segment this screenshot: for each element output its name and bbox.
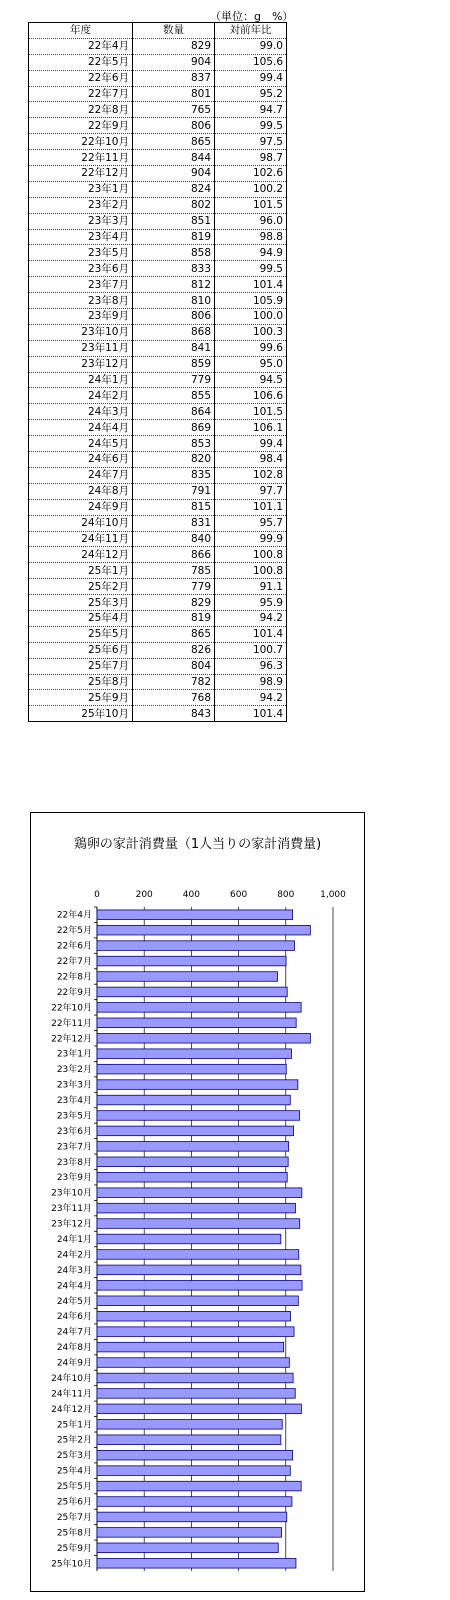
cell-quantity: 819 — [133, 229, 215, 245]
cell-quantity: 853 — [133, 436, 215, 452]
cell-quantity: 824 — [133, 181, 215, 197]
table-row — [29, 626, 287, 642]
cell-year: 24年6月 — [29, 452, 133, 468]
cell-quantity: 904 — [133, 54, 215, 70]
bar — [97, 1203, 295, 1213]
bar — [97, 1389, 295, 1399]
cell-year: 22年8月 — [29, 102, 133, 118]
cell-year: 24年7月 — [29, 467, 133, 483]
bar-chart — [31, 813, 364, 1591]
bar — [97, 941, 295, 951]
y-category-label: 24年8月 — [56, 1343, 92, 1354]
table-body — [29, 38, 287, 721]
cell-yoy: 100.2 — [215, 181, 287, 197]
y-category-label: 24年1月 — [56, 1235, 92, 1245]
cell-year: 24年8月 — [29, 483, 133, 499]
cell-yoy: 101.5 — [215, 404, 287, 420]
bar — [97, 1033, 310, 1043]
table-row — [29, 293, 287, 309]
cell-yoy: 100.8 — [215, 563, 287, 579]
cell-yoy: 101.4 — [215, 626, 287, 642]
y-category-label: 23年8月 — [56, 1157, 92, 1168]
cell-year: 23年4月 — [29, 229, 133, 245]
cell-year: 22年5月 — [29, 54, 133, 70]
cell-year: 23年5月 — [29, 245, 133, 261]
cell-yoy: 99.4 — [215, 70, 287, 86]
cell-year: 25年8月 — [29, 674, 133, 690]
cell-year: 25年4月 — [29, 610, 133, 626]
cell-yoy: 101.1 — [215, 499, 287, 515]
cell-yoy: 95.9 — [215, 595, 287, 611]
bar — [97, 1466, 290, 1476]
cell-quantity: 844 — [133, 150, 215, 166]
cell-quantity: 801 — [133, 86, 215, 102]
cell-quantity: 782 — [133, 674, 215, 690]
y-category-label: 22年8月 — [56, 972, 92, 983]
cell-quantity: 812 — [133, 277, 215, 293]
cell-yoy: 97.5 — [215, 134, 287, 150]
table-row — [29, 658, 287, 674]
cell-yoy: 99.0 — [215, 38, 287, 54]
cell-year: 23年9月 — [29, 309, 133, 325]
bar — [97, 1080, 298, 1090]
table-row — [29, 579, 287, 595]
y-category-label: 23年5月 — [56, 1111, 92, 1122]
table-row — [29, 197, 287, 213]
bar — [97, 1558, 296, 1568]
cell-quantity: 779 — [133, 372, 215, 388]
cell-year: 25年3月 — [29, 595, 133, 611]
cell-yoy: 101.4 — [215, 277, 287, 293]
cell-quantity: 841 — [133, 340, 215, 356]
cell-year: 23年1月 — [29, 181, 133, 197]
cell-yoy: 98.9 — [215, 674, 287, 690]
cell-yoy: 100.7 — [215, 642, 287, 658]
table-row — [29, 70, 287, 86]
y-category-label: 23年10月 — [51, 1188, 92, 1199]
cell-year: 24年9月 — [29, 499, 133, 515]
table-row — [29, 54, 287, 70]
cell-yoy: 96.0 — [215, 213, 287, 229]
cell-yoy: 102.6 — [215, 166, 287, 182]
y-category-label: 22年11月 — [51, 1018, 92, 1029]
table-row — [29, 642, 287, 658]
cell-quantity: 820 — [133, 452, 215, 468]
table-row — [29, 213, 287, 229]
table-row — [29, 86, 287, 102]
cell-quantity: 819 — [133, 610, 215, 626]
table-row — [29, 706, 287, 722]
table-row — [29, 499, 287, 515]
table-row — [29, 134, 287, 150]
cell-yoy: 94.5 — [215, 372, 287, 388]
cell-quantity: 806 — [133, 118, 215, 134]
cell-year: 25年10月 — [29, 706, 133, 722]
cell-year: 24年1月 — [29, 372, 133, 388]
y-category-label: 23年9月 — [56, 1173, 92, 1184]
cell-year: 23年6月 — [29, 261, 133, 277]
bar — [97, 1064, 286, 1074]
y-category-label: 24年4月 — [56, 1281, 92, 1292]
y-category-label: 25年6月 — [56, 1497, 92, 1508]
table-row — [29, 118, 287, 134]
cell-yoy: 101.4 — [215, 706, 287, 722]
cell-yoy: 96.3 — [215, 658, 287, 674]
cell-yoy: 101.5 — [215, 197, 287, 213]
cell-quantity: 804 — [133, 658, 215, 674]
header-quantity: 数量 — [133, 23, 215, 39]
cell-quantity: 785 — [133, 563, 215, 579]
table-row — [29, 309, 287, 325]
x-tick-label: 400 — [182, 890, 200, 900]
y-category-label: 25年1月 — [56, 1420, 92, 1431]
cell-yoy: 94.9 — [215, 245, 287, 261]
bar — [97, 1188, 302, 1198]
cell-yoy: 95.2 — [215, 86, 287, 102]
cell-quantity: 810 — [133, 293, 215, 309]
y-category-label: 25年7月 — [56, 1512, 92, 1523]
table-row — [29, 340, 287, 356]
cell-yoy: 105.6 — [215, 54, 287, 70]
cell-year: 23年8月 — [29, 293, 133, 309]
y-category-label: 25年10月 — [51, 1559, 92, 1570]
y-category-label: 23年4月 — [56, 1096, 92, 1107]
table-row — [29, 547, 287, 563]
cell-quantity: 831 — [133, 515, 215, 531]
y-category-label: 24年12月 — [51, 1404, 92, 1415]
y-category-label: 23年7月 — [56, 1142, 92, 1153]
table-row — [29, 515, 287, 531]
y-category-label: 22年4月 — [56, 910, 92, 921]
table-row — [29, 372, 287, 388]
cell-yoy: 94.2 — [215, 690, 287, 706]
cell-year: 24年5月 — [29, 436, 133, 452]
cell-quantity: 826 — [133, 642, 215, 658]
y-category-label: 24年10月 — [51, 1373, 92, 1384]
cell-yoy: 95.7 — [215, 515, 287, 531]
table-row — [29, 150, 287, 166]
y-category-label: 24年6月 — [56, 1312, 92, 1323]
table-row — [29, 610, 287, 626]
bar — [97, 1481, 301, 1491]
cell-year: 23年2月 — [29, 197, 133, 213]
cell-year: 22年12月 — [29, 166, 133, 182]
cell-quantity: 865 — [133, 626, 215, 642]
cell-quantity: 802 — [133, 197, 215, 213]
x-tick-label: 0 — [94, 890, 100, 900]
cell-yoy: 102.8 — [215, 467, 287, 483]
cell-quantity: 791 — [133, 483, 215, 499]
y-category-label: 24年3月 — [56, 1265, 92, 1276]
bar — [97, 1528, 282, 1538]
cell-year: 24年3月 — [29, 404, 133, 420]
table-row — [29, 166, 287, 182]
cell-quantity: 843 — [133, 706, 215, 722]
header-yoy: 対前年比 — [215, 23, 287, 39]
cell-yoy: 99.5 — [215, 118, 287, 134]
cell-yoy: 98.8 — [215, 229, 287, 245]
cell-yoy: 94.2 — [215, 610, 287, 626]
y-category-label: 25年8月 — [56, 1528, 92, 1539]
data-table — [28, 22, 287, 722]
y-category-label: 23年12月 — [51, 1219, 92, 1230]
cell-year: 23年12月 — [29, 356, 133, 372]
table-row — [29, 356, 287, 372]
cell-year: 23年3月 — [29, 213, 133, 229]
table-row — [29, 436, 287, 452]
y-category-label: 24年7月 — [56, 1327, 92, 1338]
y-category-label: 24年9月 — [56, 1358, 92, 1369]
bar — [97, 925, 310, 935]
bar — [97, 1049, 291, 1059]
bar — [97, 1404, 301, 1414]
cell-quantity: 835 — [133, 467, 215, 483]
bar — [97, 1435, 281, 1445]
cell-year: 23年7月 — [29, 277, 133, 293]
cell-yoy: 98.4 — [215, 452, 287, 468]
bar — [97, 956, 286, 966]
cell-year: 25年7月 — [29, 658, 133, 674]
cell-yoy: 91.1 — [215, 579, 287, 595]
cell-year: 22年10月 — [29, 134, 133, 150]
table-row — [29, 388, 287, 404]
bar — [97, 1172, 287, 1182]
y-category-label: 24年11月 — [51, 1389, 92, 1400]
table-row — [29, 420, 287, 436]
cell-quantity: 829 — [133, 38, 215, 54]
cell-quantity: 833 — [133, 261, 215, 277]
cell-year: 25年5月 — [29, 626, 133, 642]
y-category-label: 23年11月 — [51, 1204, 92, 1215]
cell-yoy: 105.9 — [215, 293, 287, 309]
table-row — [29, 483, 287, 499]
bar — [97, 1018, 296, 1028]
cell-yoy: 106.1 — [215, 420, 287, 436]
cell-year: 25年9月 — [29, 690, 133, 706]
table-row — [29, 245, 287, 261]
unit-note: （単位：g %） — [210, 10, 294, 23]
cell-year: 25年2月 — [29, 579, 133, 595]
bar — [97, 987, 287, 997]
cell-year: 25年1月 — [29, 563, 133, 579]
cell-quantity: 868 — [133, 324, 215, 340]
bar — [97, 1296, 298, 1306]
y-category-label: 25年2月 — [56, 1435, 92, 1446]
cell-yoy: 99.4 — [215, 436, 287, 452]
bar — [97, 1342, 284, 1352]
cell-year: 24年12月 — [29, 547, 133, 563]
cell-quantity: 829 — [133, 595, 215, 611]
bar — [97, 1219, 300, 1229]
x-tick-label: 200 — [135, 890, 153, 900]
cell-year: 25年6月 — [29, 642, 133, 658]
cell-quantity: 859 — [133, 356, 215, 372]
cell-year: 24年10月 — [29, 515, 133, 531]
table-row — [29, 181, 287, 197]
cell-year: 23年10月 — [29, 324, 133, 340]
y-category-label: 24年2月 — [56, 1250, 92, 1261]
bar — [97, 1450, 293, 1460]
table-row — [29, 404, 287, 420]
bar — [97, 1003, 301, 1013]
y-category-label: 22年9月 — [56, 987, 92, 998]
cell-yoy: 100.0 — [215, 309, 287, 325]
table-row — [29, 452, 287, 468]
bar — [97, 1358, 289, 1368]
cell-quantity: 840 — [133, 531, 215, 547]
cell-yoy: 97.7 — [215, 483, 287, 499]
bar — [97, 910, 293, 920]
cell-quantity: 765 — [133, 102, 215, 118]
table-row — [29, 324, 287, 340]
x-tick-label: 600 — [230, 890, 248, 900]
bar — [97, 1497, 292, 1507]
cell-year: 23年11月 — [29, 340, 133, 356]
bar — [97, 1281, 302, 1291]
chart-frame — [30, 812, 365, 1592]
table-row — [29, 690, 287, 706]
bar — [97, 1250, 299, 1260]
cell-year: 24年11月 — [29, 531, 133, 547]
cell-yoy: 99.6 — [215, 340, 287, 356]
bar — [97, 1234, 281, 1244]
cell-quantity: 837 — [133, 70, 215, 86]
bar — [97, 972, 278, 982]
table-row — [29, 261, 287, 277]
cell-year: 22年9月 — [29, 118, 133, 134]
cell-quantity: 851 — [133, 213, 215, 229]
bar — [97, 1142, 289, 1152]
cell-year: 24年2月 — [29, 388, 133, 404]
y-category-label: 23年6月 — [56, 1126, 92, 1137]
table-row — [29, 674, 287, 690]
table-row — [29, 102, 287, 118]
table-row — [29, 467, 287, 483]
chart-title: 鶏卵の家計消費量（1人当りの家計消費量) — [73, 837, 322, 852]
y-category-label: 23年2月 — [56, 1065, 92, 1076]
cell-yoy: 95.0 — [215, 356, 287, 372]
cell-quantity: 855 — [133, 388, 215, 404]
cell-yoy: 99.5 — [215, 261, 287, 277]
cell-yoy: 98.7 — [215, 150, 287, 166]
x-tick-label: 800 — [277, 890, 295, 900]
y-category-label: 23年1月 — [56, 1049, 92, 1060]
bar — [97, 1126, 294, 1136]
x-tick-label: 1,000 — [320, 890, 346, 900]
cell-quantity: 866 — [133, 547, 215, 563]
cell-year: 22年6月 — [29, 70, 133, 86]
bar — [97, 1420, 282, 1430]
bar — [97, 1265, 301, 1275]
cell-yoy: 106.6 — [215, 388, 287, 404]
bar — [97, 1311, 291, 1321]
cell-yoy: 99.9 — [215, 531, 287, 547]
cell-quantity: 815 — [133, 499, 215, 515]
table-row — [29, 531, 287, 547]
cell-quantity: 869 — [133, 420, 215, 436]
bar — [97, 1157, 288, 1167]
cell-yoy: 94.7 — [215, 102, 287, 118]
y-category-label: 23年3月 — [56, 1080, 92, 1091]
cell-year: 22年7月 — [29, 86, 133, 102]
cell-yoy: 100.8 — [215, 547, 287, 563]
bar — [97, 1095, 290, 1105]
y-category-label: 22年7月 — [56, 957, 92, 968]
y-category-label: 22年6月 — [56, 941, 92, 952]
table-row — [29, 563, 287, 579]
y-category-label: 24年5月 — [56, 1296, 92, 1307]
cell-quantity: 864 — [133, 404, 215, 420]
bar — [97, 1327, 294, 1337]
y-category-label: 22年12月 — [51, 1034, 92, 1045]
cell-quantity: 779 — [133, 579, 215, 595]
y-category-label: 22年5月 — [56, 926, 92, 937]
cell-yoy: 100.3 — [215, 324, 287, 340]
y-category-label: 25年3月 — [56, 1451, 92, 1462]
cell-quantity: 858 — [133, 245, 215, 261]
header-year: 年度 — [29, 23, 133, 39]
table-row — [29, 229, 287, 245]
bar — [97, 1111, 299, 1121]
bar — [97, 1512, 287, 1522]
table-row — [29, 595, 287, 611]
table-row — [29, 277, 287, 293]
cell-quantity: 904 — [133, 166, 215, 182]
cell-year: 22年4月 — [29, 38, 133, 54]
y-category-label: 25年4月 — [56, 1466, 92, 1477]
cell-year: 24年4月 — [29, 420, 133, 436]
cell-quantity: 768 — [133, 690, 215, 706]
bar — [97, 1373, 293, 1383]
y-category-label: 25年9月 — [56, 1543, 92, 1554]
bar — [97, 1543, 278, 1553]
table-header-row — [29, 23, 287, 39]
cell-quantity: 806 — [133, 309, 215, 325]
table-row — [29, 38, 287, 54]
y-category-label: 25年5月 — [56, 1482, 92, 1493]
cell-quantity: 865 — [133, 134, 215, 150]
y-category-label: 22年10月 — [51, 1003, 92, 1014]
cell-year: 22年11月 — [29, 150, 133, 166]
